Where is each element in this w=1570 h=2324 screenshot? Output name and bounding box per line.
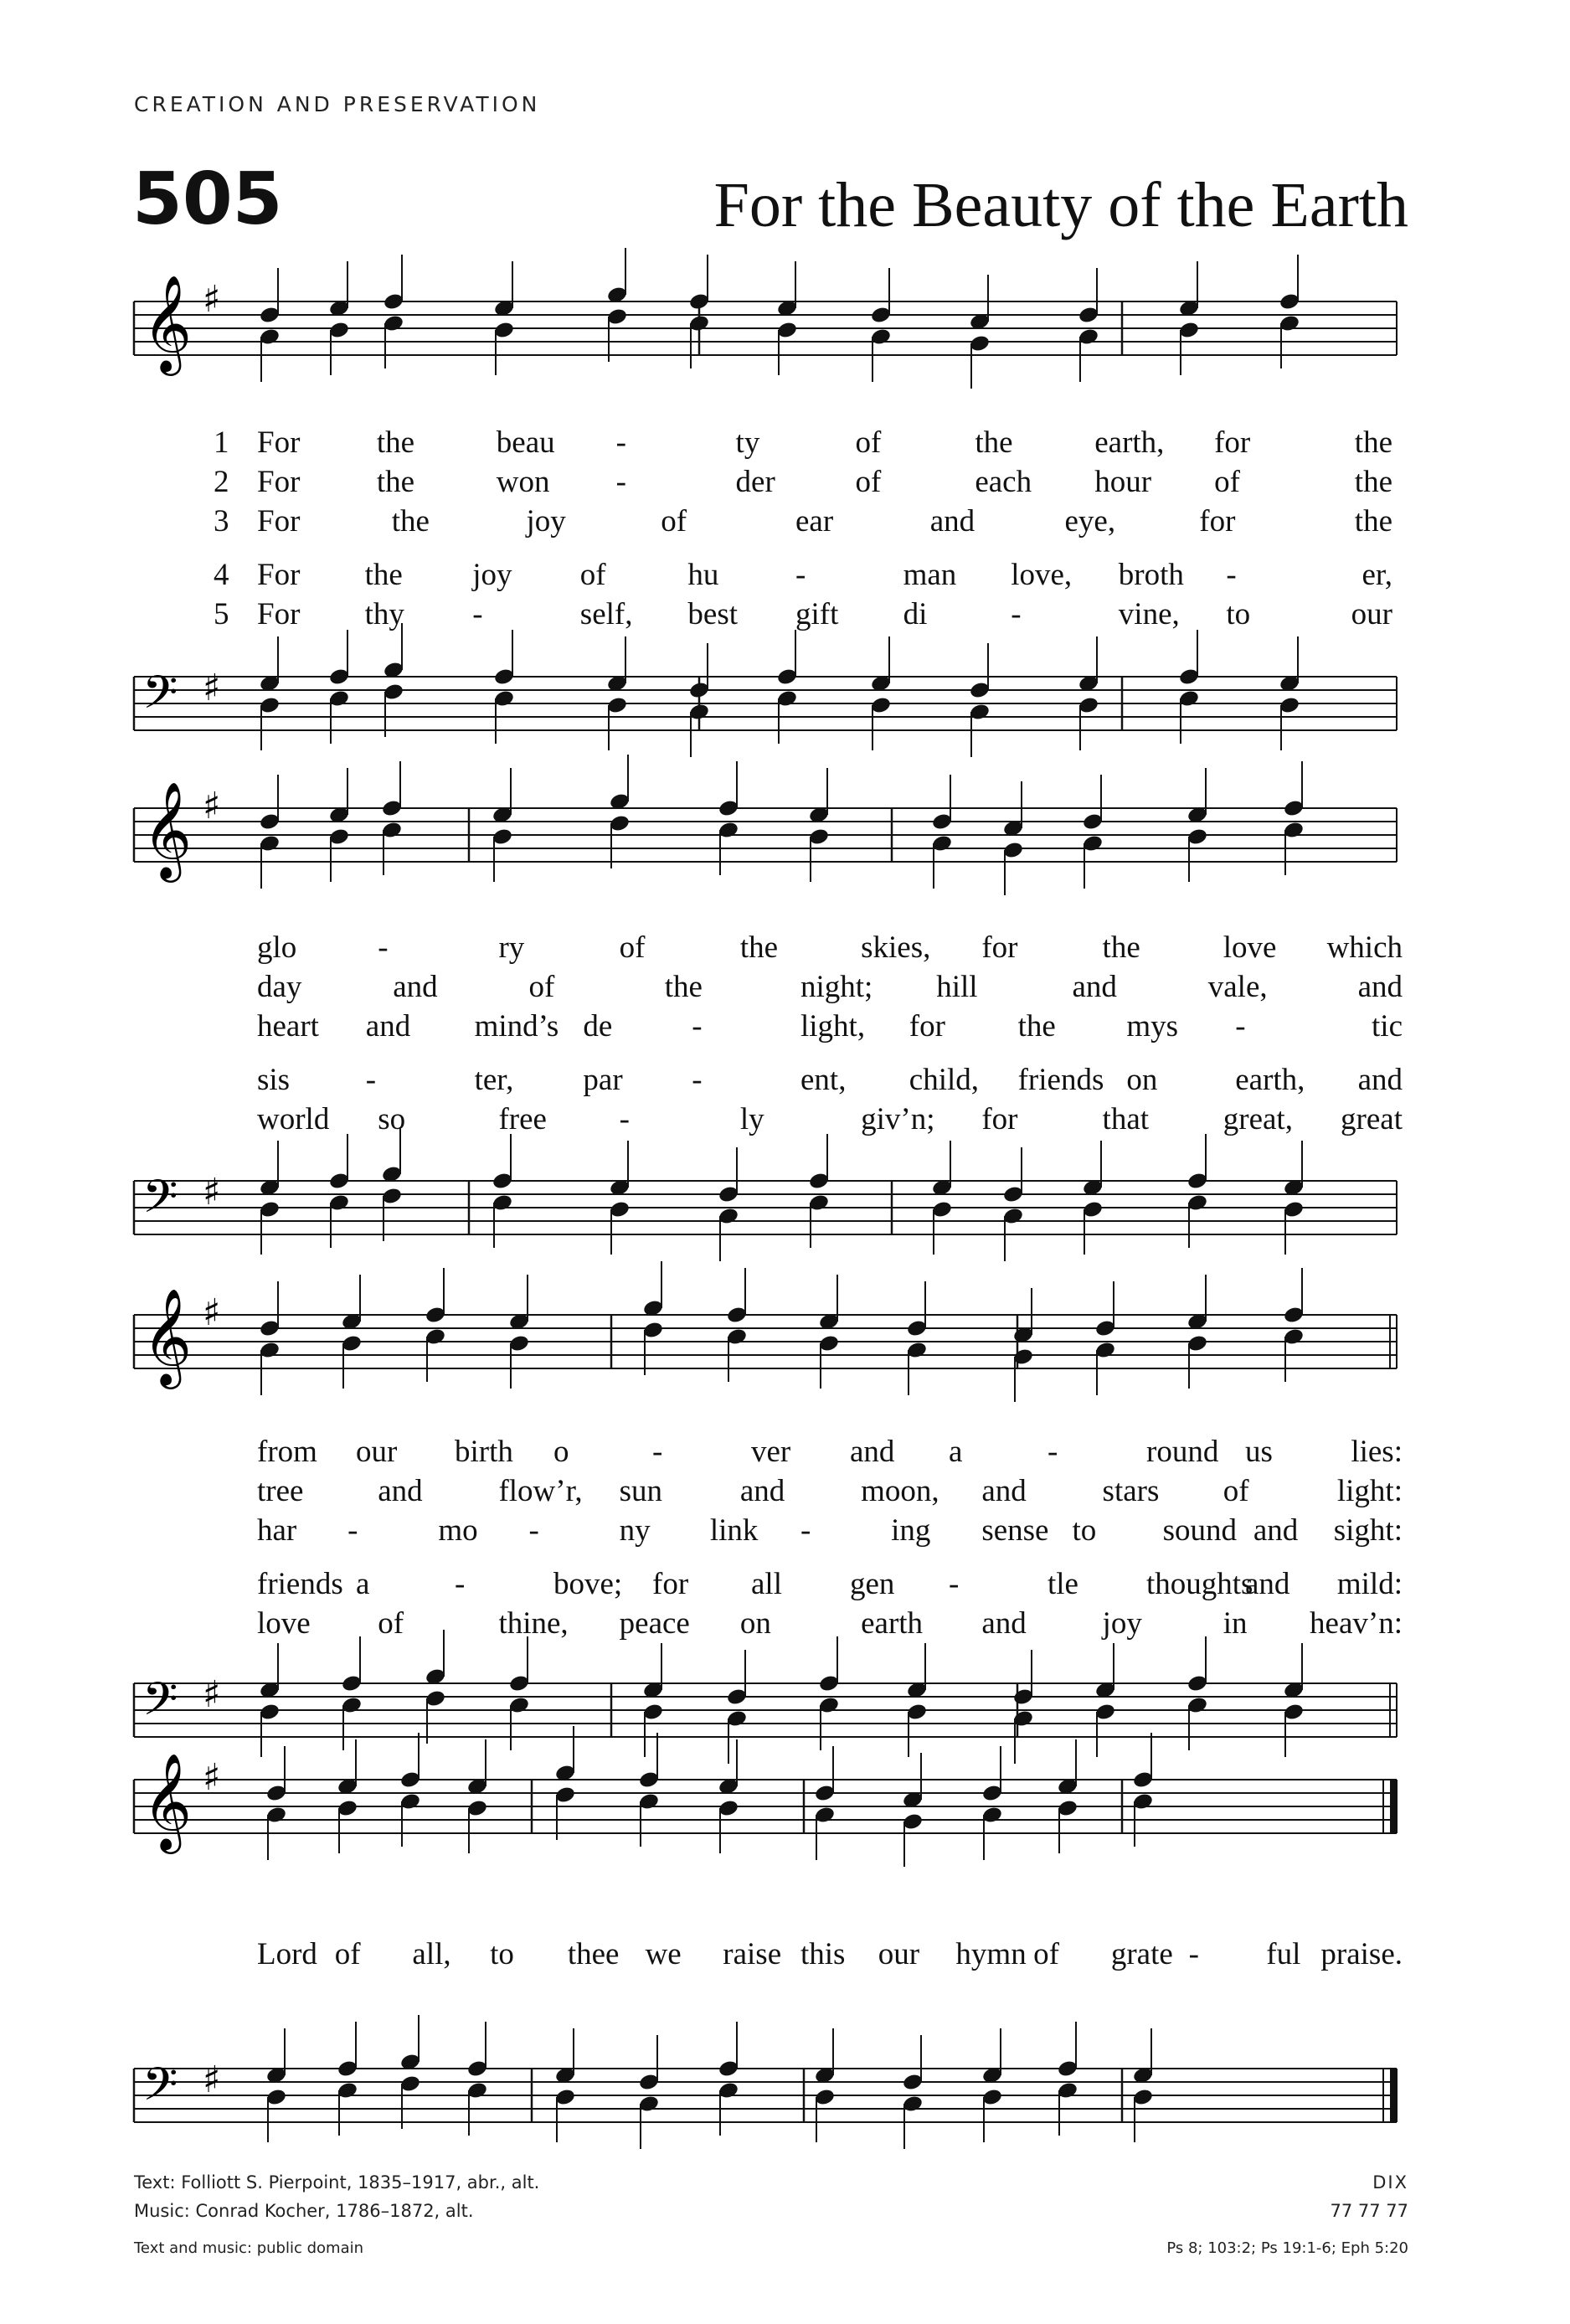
lyric-syllable: For bbox=[257, 504, 301, 538]
lyric-syllable: earth bbox=[861, 1606, 924, 1641]
lyric-syllable: for bbox=[652, 1567, 689, 1601]
lyric-syllable: ly bbox=[739, 1102, 764, 1136]
lyric-syllable: ny bbox=[619, 1513, 651, 1548]
lyric-syllable: thy bbox=[364, 597, 404, 631]
lyric-syllable: the bbox=[1102, 930, 1140, 965]
lyric-syllable: sense bbox=[981, 1513, 1049, 1548]
lyric-syllable: - bbox=[619, 1102, 630, 1136]
lyric-syllable: to bbox=[490, 1937, 514, 1971]
lyric-syllable: joy bbox=[526, 504, 566, 538]
lyric-syllable: for bbox=[981, 930, 1018, 965]
bass-clef-icon: 𝄢 bbox=[142, 666, 178, 730]
lyric-syllable: har bbox=[257, 1513, 297, 1548]
lyric-syllable: of bbox=[528, 970, 555, 1004]
scripture-refs: Ps 8; 103:2; Ps 19:1-6; Eph 5:20 bbox=[1166, 2239, 1408, 2257]
lyric-syllable: round bbox=[1146, 1435, 1219, 1469]
verse-number: 3 bbox=[214, 504, 229, 538]
lyric-syllable: vale, bbox=[1207, 970, 1268, 1004]
lyric-syllable: thoughts bbox=[1146, 1567, 1253, 1601]
lyric-syllable: - bbox=[795, 558, 806, 592]
hymn-title: For the Beauty of the Earth bbox=[713, 170, 1408, 240]
lyric-syllable: for bbox=[1214, 425, 1251, 460]
lyric-syllable: love bbox=[257, 1606, 311, 1641]
lyric-syllable: - bbox=[365, 1063, 377, 1097]
lyric-syllable: our bbox=[1351, 597, 1392, 631]
lyric-syllable: hour bbox=[1094, 465, 1152, 499]
lyric-syllable: - bbox=[1048, 1435, 1058, 1469]
lyric-syllable: mys bbox=[1126, 1009, 1179, 1043]
lyric-syllable: and bbox=[365, 1009, 411, 1043]
lyric-syllable: for bbox=[981, 1102, 1018, 1136]
lyric-syllable: we bbox=[645, 1937, 682, 1971]
lyric-syllable: so bbox=[378, 1102, 406, 1136]
lyric-syllable: bove; bbox=[553, 1567, 623, 1601]
lyric-syllable: all, bbox=[412, 1937, 451, 1971]
lyric-syllable: and bbox=[393, 970, 438, 1004]
lyric-syllable: - bbox=[378, 930, 389, 965]
lyric-syllable: joy bbox=[1102, 1606, 1142, 1641]
lyric-syllable: love, bbox=[1011, 558, 1073, 592]
lyric-syllable: a bbox=[949, 1435, 963, 1469]
lyric-syllable: hill bbox=[936, 970, 978, 1004]
lyric-syllable: - bbox=[615, 425, 626, 460]
lyric-syllable: gen bbox=[850, 1567, 895, 1601]
lyric-syllable: to bbox=[1226, 597, 1251, 631]
lyric-syllable: - bbox=[455, 1567, 466, 1601]
lyric-syllable: - bbox=[949, 1567, 960, 1601]
lyric-syllable: - bbox=[652, 1435, 663, 1469]
lyric-syllable: the bbox=[391, 504, 430, 538]
lyric-syllable: of bbox=[855, 465, 882, 499]
lyric-syllable: world bbox=[257, 1102, 330, 1136]
lyric-syllable: For bbox=[257, 597, 301, 631]
key-signature-sharp-icon: ♯ bbox=[203, 1291, 221, 1334]
key-signature-sharp-icon: ♯ bbox=[203, 1756, 221, 1799]
lyric-syllable: par bbox=[583, 1063, 623, 1097]
lyric-syllable: - bbox=[472, 597, 483, 631]
lyric-syllable: ter, bbox=[474, 1063, 514, 1097]
lyric-syllable: giv’n; bbox=[861, 1102, 935, 1136]
lyric-syllable: tree bbox=[257, 1474, 304, 1508]
verse-number: 4 bbox=[214, 558, 229, 592]
lyric-syllable: and bbox=[850, 1435, 895, 1469]
lyric-syllable: moon, bbox=[861, 1474, 939, 1508]
lyric-syllable: friends bbox=[1017, 1063, 1104, 1097]
text-credit: Text: Folliott S. Pierpoint, 1835–1917, abr., alt. bbox=[134, 2172, 540, 2193]
lyric-syllable: - bbox=[347, 1513, 358, 1548]
lyric-syllable: hu bbox=[687, 558, 719, 592]
verse-number: 5 bbox=[214, 597, 229, 631]
lyric-syllable: skies, bbox=[861, 930, 931, 965]
lyric-syllable: joy bbox=[472, 558, 512, 592]
treble-clef-icon: 𝄞 bbox=[142, 781, 193, 879]
bass-clef-icon: 𝄢 bbox=[142, 1672, 178, 1737]
lyric-syllable: that bbox=[1102, 1102, 1150, 1136]
lyric-syllable: de bbox=[583, 1009, 613, 1043]
lyric-syllable: For bbox=[257, 425, 301, 460]
lyric-syllable: der bbox=[735, 465, 775, 499]
lyric-syllable: tic bbox=[1372, 1009, 1403, 1043]
lyric-syllable: the bbox=[975, 425, 1013, 460]
lyric-syllable: this bbox=[800, 1937, 846, 1971]
lyric-syllable: sight: bbox=[1333, 1513, 1403, 1548]
bass-clef-icon: 𝄢 bbox=[142, 2058, 178, 2122]
lyric-syllable: ty bbox=[735, 425, 760, 460]
final-barline bbox=[1390, 2069, 1398, 2122]
lyric-syllable: the bbox=[1354, 465, 1392, 499]
lyric-syllable: and bbox=[378, 1474, 423, 1508]
lyric-syllable: - bbox=[615, 465, 626, 499]
lyric-syllable: and bbox=[1357, 1063, 1403, 1097]
lyric-syllable: ent, bbox=[800, 1063, 847, 1097]
lyric-syllable: which bbox=[1326, 930, 1403, 965]
lyric-syllable: best bbox=[687, 597, 738, 631]
lyric-syllable: eye, bbox=[1064, 504, 1116, 538]
lyric-syllable: di bbox=[903, 597, 928, 631]
lyric-syllable: raise bbox=[723, 1937, 782, 1971]
lyric-syllable: night; bbox=[800, 970, 873, 1004]
lyric-syllable: glo bbox=[257, 930, 297, 965]
lyric-syllable: on bbox=[739, 1606, 771, 1641]
lyric-syllable: stars bbox=[1102, 1474, 1160, 1508]
lyric-syllable: ful bbox=[1266, 1937, 1301, 1971]
hymn-number: 505 bbox=[132, 157, 283, 241]
rights-notice: Text and music: public domain bbox=[134, 2239, 364, 2257]
lyric-syllable: the bbox=[364, 558, 403, 592]
lyric-syllable: heart bbox=[257, 1009, 319, 1043]
lyric-syllable: heav’n: bbox=[1310, 1606, 1403, 1641]
lyric-syllable: of bbox=[661, 504, 687, 538]
lyric-syllable: of bbox=[378, 1606, 404, 1641]
lyric-syllable: broth bbox=[1118, 558, 1184, 592]
lyric-syllable: - bbox=[800, 1513, 811, 1548]
verse-number: 1 bbox=[214, 425, 229, 460]
lyric-syllable: o bbox=[553, 1435, 569, 1469]
meter: 77 77 77 bbox=[1330, 2201, 1408, 2221]
lyric-syllable: day bbox=[257, 970, 302, 1004]
lyric-syllable: to bbox=[1072, 1513, 1097, 1548]
lyric-syllable: peace bbox=[619, 1606, 690, 1641]
lyric-syllable: all bbox=[751, 1567, 782, 1601]
lyric-syllable: mild: bbox=[1336, 1567, 1403, 1601]
lyric-syllable: - bbox=[1235, 1009, 1246, 1043]
lyric-syllable: - bbox=[692, 1009, 703, 1043]
lyric-syllable: Lord bbox=[257, 1937, 317, 1971]
section-heading: CREATION AND PRESERVATION bbox=[134, 92, 541, 116]
lyric-syllable: mind’s bbox=[474, 1009, 559, 1043]
lyric-syllable: each bbox=[975, 465, 1032, 499]
treble-clef-icon: 𝄞 bbox=[142, 1287, 193, 1385]
lyric-syllable: grate bbox=[1110, 1937, 1173, 1971]
lyric-syllable: and bbox=[981, 1606, 1027, 1641]
verse-number: 2 bbox=[214, 465, 229, 499]
lyric-syllable: and bbox=[1072, 970, 1117, 1004]
lyric-syllable: a bbox=[356, 1567, 370, 1601]
lyric-syllable: sound bbox=[1162, 1513, 1238, 1548]
treble-clef-icon: 𝄞 bbox=[142, 1752, 193, 1850]
lyric-syllable: mo bbox=[438, 1513, 478, 1548]
lyric-syllable: of bbox=[334, 1937, 361, 1971]
lyric-syllable: birth bbox=[455, 1435, 513, 1469]
lyric-syllable: earth, bbox=[1094, 425, 1165, 460]
lyric-syllable: the bbox=[739, 930, 779, 965]
lyric-syllable: lies: bbox=[1351, 1435, 1403, 1469]
key-signature-sharp-icon: ♯ bbox=[203, 785, 221, 827]
lyric-syllable: link bbox=[709, 1513, 759, 1548]
lyric-syllable: on bbox=[1126, 1063, 1158, 1097]
lyric-syllable: from bbox=[257, 1435, 317, 1469]
bass-clef-icon: 𝄢 bbox=[142, 1170, 178, 1234]
tune-name: DIX bbox=[1372, 2172, 1408, 2193]
lyric-syllable: the bbox=[664, 970, 703, 1004]
lyric-syllable: love bbox=[1223, 930, 1277, 965]
lyric-syllable: the bbox=[1354, 504, 1392, 538]
lyric-syllable: praise. bbox=[1320, 1937, 1403, 1971]
lyric-syllable: ear bbox=[795, 504, 834, 538]
lyric-syllable: flow’r, bbox=[498, 1474, 583, 1508]
lyric-syllable: of bbox=[855, 425, 882, 460]
lyric-syllable: - bbox=[1226, 558, 1237, 592]
lyric-syllable: thee bbox=[567, 1937, 620, 1971]
key-signature-sharp-icon: ♯ bbox=[203, 667, 221, 709]
lyric-syllable: our bbox=[878, 1937, 920, 1971]
lyric-syllable: ver bbox=[751, 1435, 791, 1469]
lyric-syllable: ing bbox=[891, 1513, 931, 1548]
lyric-syllable: for bbox=[909, 1009, 945, 1043]
lyric-syllable: For bbox=[257, 465, 301, 499]
lyric-syllable: vine, bbox=[1118, 597, 1180, 631]
lyric-syllable: sis bbox=[257, 1063, 291, 1097]
lyric-syllable: in bbox=[1223, 1606, 1248, 1641]
lyric-syllable: of bbox=[1223, 1474, 1249, 1508]
lyric-syllable: earth, bbox=[1235, 1063, 1305, 1097]
lyric-syllable: light: bbox=[1336, 1474, 1403, 1508]
lyric-syllable: and bbox=[739, 1474, 785, 1508]
lyric-syllable: the bbox=[376, 465, 415, 499]
lyric-syllable: er, bbox=[1362, 558, 1392, 592]
key-signature-sharp-icon: ♯ bbox=[203, 2059, 221, 2101]
lyric-syllable: self, bbox=[579, 597, 633, 631]
lyric-syllable: our bbox=[356, 1435, 398, 1469]
lyric-syllable: and bbox=[1253, 1513, 1299, 1548]
lyric-syllable: of bbox=[1214, 465, 1240, 499]
lyric-syllable: and bbox=[929, 504, 975, 538]
lyric-syllable: the bbox=[1354, 425, 1392, 460]
lyric-syllable: child, bbox=[909, 1063, 980, 1097]
lyric-syllable: for bbox=[1199, 504, 1236, 538]
final-barline bbox=[1390, 1780, 1398, 1833]
lyric-syllable: gift bbox=[795, 597, 839, 631]
lyric-syllable: - bbox=[692, 1063, 703, 1097]
lyric-syllable: of bbox=[1033, 1937, 1059, 1971]
key-signature-sharp-icon: ♯ bbox=[203, 278, 221, 321]
lyric-syllable: For bbox=[257, 558, 301, 592]
key-signature-sharp-icon: ♯ bbox=[203, 1673, 221, 1716]
lyric-syllable: won bbox=[496, 465, 550, 499]
lyric-syllable: friends bbox=[257, 1567, 343, 1601]
lyric-syllable: us bbox=[1245, 1435, 1273, 1469]
lyric-syllable: and bbox=[1357, 970, 1403, 1004]
lyric-syllable: of bbox=[579, 558, 606, 592]
key-signature-sharp-icon: ♯ bbox=[203, 1171, 221, 1214]
lyric-syllable: the bbox=[376, 425, 415, 460]
lyric-syllable: man bbox=[903, 558, 957, 592]
lyric-syllable: hymn bbox=[955, 1937, 1027, 1971]
lyric-syllable: - bbox=[528, 1513, 539, 1548]
lyric-syllable: light, bbox=[800, 1009, 866, 1043]
lyric-syllable: - bbox=[1011, 597, 1022, 631]
lyric-syllable: - bbox=[1188, 1937, 1199, 1971]
lyric-syllable: the bbox=[1017, 1009, 1056, 1043]
music-credit: Music: Conrad Kocher, 1786–1872, alt. bbox=[134, 2201, 474, 2221]
lyric-syllable: thine, bbox=[498, 1606, 569, 1641]
lyric-syllable: ry bbox=[498, 930, 525, 965]
lyric-syllable: and bbox=[1245, 1567, 1290, 1601]
lyric-syllable: free bbox=[498, 1102, 547, 1136]
treble-clef-icon: 𝄞 bbox=[142, 274, 193, 372]
lyric-syllable: great, bbox=[1223, 1102, 1293, 1136]
lyric-syllable: and bbox=[981, 1474, 1027, 1508]
lyric-syllable: beau bbox=[496, 425, 555, 460]
lyric-syllable: great bbox=[1341, 1102, 1403, 1136]
lyric-syllable: of bbox=[619, 930, 646, 965]
lyric-syllable: sun bbox=[619, 1474, 663, 1508]
lyric-syllable: tle bbox=[1048, 1567, 1078, 1601]
